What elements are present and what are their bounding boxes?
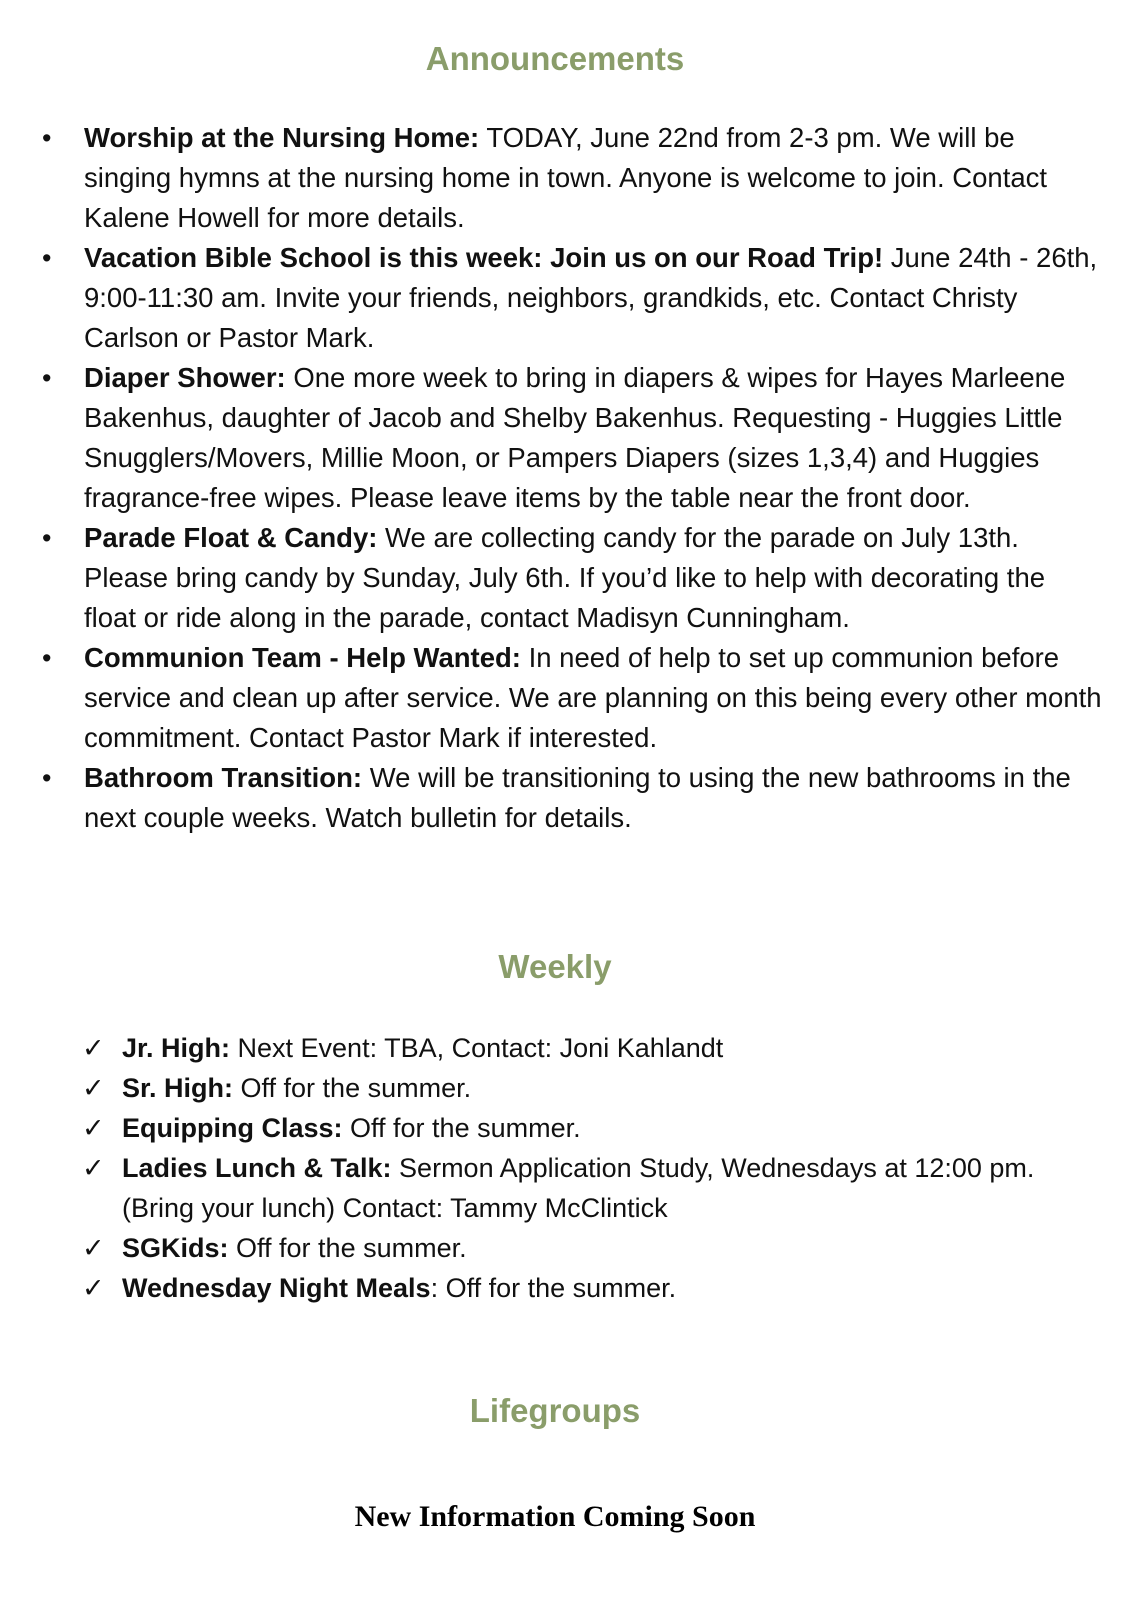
announcement-title: Vacation Bible School is this week: Join us on our Road Trip! (84, 242, 884, 273)
announcement-title: Diaper Shower: (84, 362, 286, 393)
weekly-title: Equipping Class: (122, 1113, 343, 1143)
weekly-title: Ladies Lunch & Talk: (122, 1153, 392, 1183)
weekly-title: SGKids: (122, 1233, 229, 1263)
bullet-icon: • (42, 123, 52, 153)
announcement-item (0, 238, 1140, 358)
weekly-item (0, 1268, 1140, 1308)
weekly-item (0, 1028, 1140, 1068)
announcement-item (0, 518, 1140, 638)
bullet-icon: • (42, 363, 52, 393)
announcement-text: We will be transitioning to using the new bathrooms in the next couple weeks. Watch bulletin for details. (84, 762, 1071, 833)
checkmark-icon: ✓ (82, 1233, 105, 1263)
announcement-title: Communion Team - Help Wanted: (84, 642, 521, 673)
announcements-list (0, 118, 1140, 838)
weekly-title: Sr. High: (122, 1073, 234, 1103)
weekly-title: Wednesday Night Meals (122, 1273, 431, 1303)
weekly-list (0, 1028, 1140, 1308)
announcement-text: In need of help to set up communion before service and clean up after service. We are planning on this being every other month commitment. Contact Pastor Mark if interested. (84, 642, 1102, 753)
checkmark-icon: ✓ (82, 1153, 105, 1183)
weekly-item (0, 1108, 1140, 1148)
announcement-text: One more week to bring in diapers & wipes for Hayes Marleene Bakenhus, daughter of Jacob and Shelby Bakenhus. Requesting - Huggies Little Snugglers/Movers, Millie Moon, or Pampers Diapers (sizes 1,3,4) and Huggies fragrance-free wipes. Please leave items by the table near the front door. (84, 362, 1066, 513)
weekly-title: Jr. High: (122, 1033, 231, 1063)
announcements-heading: Announcements (425, 40, 685, 77)
announcement-title: Worship at the Nursing Home: (84, 122, 480, 153)
announcement-item (0, 758, 1140, 838)
announcement-item (0, 638, 1140, 758)
announcement-item (0, 358, 1140, 518)
weekly-item (0, 1228, 1140, 1268)
weekly-text: Sermon Application Study, Wednesdays at 12:00 pm. (Bring your lunch) Contact: Tammy McClintick (122, 1153, 1035, 1223)
lifegroups-heading: Lifegroups (469, 1392, 641, 1429)
announcement-title: Bathroom Transition: (84, 762, 363, 793)
announcement-title: Parade Float & Candy: (84, 522, 378, 553)
bullet-icon: • (42, 523, 52, 553)
bullet-icon: • (42, 243, 52, 273)
weekly-text: Next Event: TBA, Contact: Joni Kahlandt (230, 1033, 724, 1063)
checkmark-icon: ✓ (82, 1033, 105, 1063)
announcement-text: June 24th - 26th, 9:00-11:30 am. Invite your friends, neighbors, grandkids, etc. Contact Christy Carlson or Pastor Mark. (84, 242, 1098, 353)
announcement-text: TODAY, June 22nd from 2-3 pm. We will be singing hymns at the nursing home in town. Anyone is welcome to join. Contact Kalene Howell for more details. (84, 122, 1048, 233)
weekly-heading: Weekly (498, 948, 612, 985)
checkmark-icon: ✓ (82, 1273, 105, 1303)
weekly-text: Off for the summer. (233, 1073, 472, 1103)
weekly-item (0, 1068, 1140, 1108)
bullet-icon: • (42, 763, 52, 793)
announcement-item (0, 118, 1140, 238)
weekly-text: Off for the summer. (228, 1233, 467, 1263)
checkmark-icon: ✓ (82, 1113, 105, 1143)
bullet-icon: • (42, 643, 52, 673)
weekly-text: Off for the summer. (342, 1113, 581, 1143)
announcement-text: We are collecting candy for the parade on July 13th. Please bring candy by Sunday, July 6th. If you’d like to help with decorating the float or ride along in the parade, contact Madisyn Cunningham. (84, 522, 1046, 633)
weekly-text: : Off for the summer. (430, 1273, 677, 1303)
weekly-item (0, 1148, 1140, 1228)
lifegroups-message: New Information Coming Soon (354, 1500, 756, 1533)
checkmark-icon: ✓ (82, 1073, 105, 1103)
